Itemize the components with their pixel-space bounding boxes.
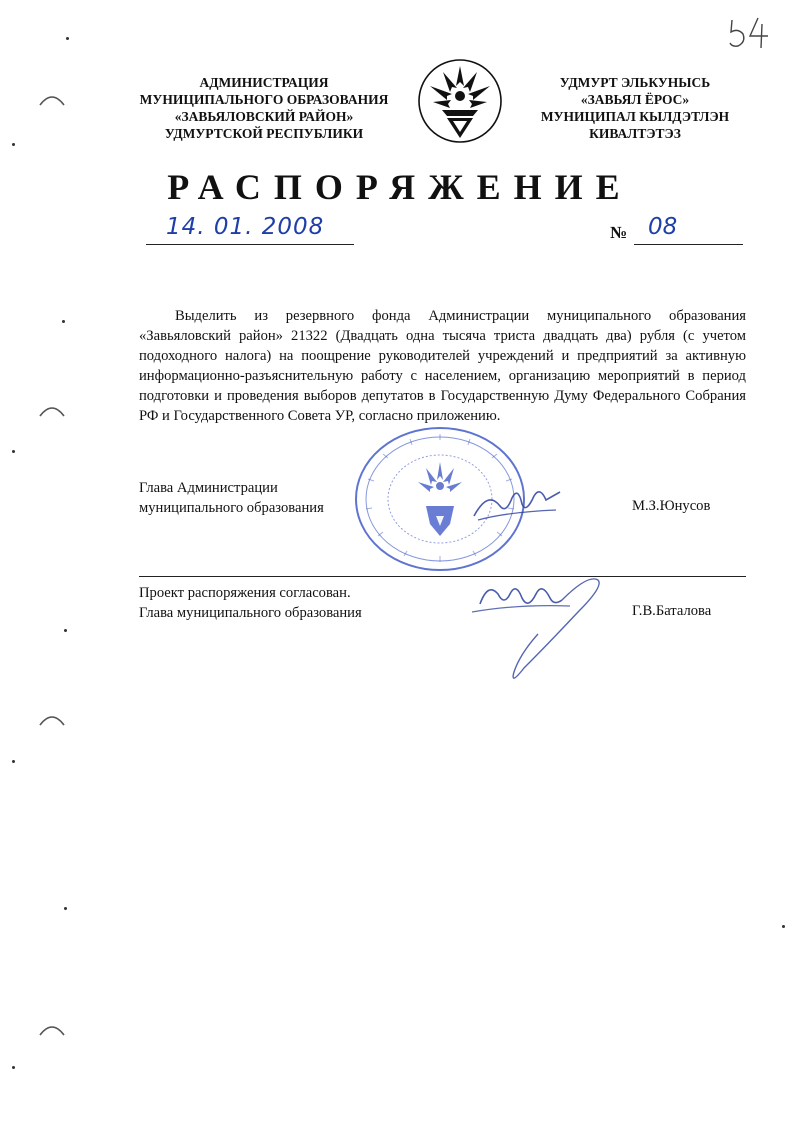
municipal-coat-of-arms-icon [417, 58, 503, 144]
signatory-title-line-2: муниципального образования [139, 500, 324, 516]
scan-dot [782, 925, 785, 928]
number-label: № [610, 223, 628, 242]
section-divider [139, 576, 746, 577]
date-handwritten: 14. 01. 2008 [166, 214, 325, 240]
handwritten-signature-icon [468, 476, 568, 528]
punch-hole-mark-icon [38, 92, 66, 106]
approval-signer-name: Г.В.Баталова [632, 603, 712, 619]
body-text [139, 306, 746, 426]
header-left-line-1: АДМИНИСТРАЦИЯ [199, 75, 329, 90]
number-handwritten: 08 [648, 214, 678, 240]
scan-dot [62, 320, 65, 323]
scan-dot [12, 1066, 15, 1069]
handwritten-page-number-icon [728, 12, 776, 52]
approval-line-1: Проект распоряжения согласован. [139, 585, 351, 601]
scan-dot [12, 760, 15, 763]
header-right-line-3: МУНИЦИПАЛ КЫЛДЭТЛЭН [540, 109, 730, 124]
header-left-block [128, 74, 400, 142]
signatory-name: М.З.Юнусов [632, 498, 711, 514]
date-field [146, 214, 354, 245]
page-number [728, 12, 776, 52]
body-paragraph: Выделить из резервного фонда Администрации муниципального образования «Завьяловский район» 21322 (Двадцать одна тысяча триста двадцать два) рубля (с учетом подоходного налога) на поощрение руководителей учреждений и предприятий за активную информационно-разъяснительную работу с населением, организацию мероприятий в период подготовки и проведения выборов депутатов в Государственную Думу Федерального Собрания РФ и Государственного Совета УР, согласно приложению. [139, 308, 746, 424]
handwritten-signature-icon [458, 564, 608, 694]
document-title: РАСПОРЯЖЕНИЕ [167, 167, 633, 207]
scan-dot [66, 37, 69, 40]
scan-dot [64, 629, 67, 632]
scan-dot [12, 143, 15, 146]
header-right-line-4: КИВАЛТЭТЭЗ [589, 126, 681, 141]
header-left-line-3: «ЗАВЬЯЛОВСКИЙ РАЙОН» [174, 109, 354, 124]
number-field [634, 214, 743, 245]
header-right-line-2: «ЗАВЬЯЛ ЁРОС» [580, 92, 690, 107]
scan-dot [64, 907, 67, 910]
signatory-title-line-1: Глава Администрации [139, 480, 278, 496]
punch-hole-mark-icon [38, 1022, 66, 1036]
scan-dot [12, 450, 15, 453]
punch-hole-mark-icon [38, 712, 66, 726]
header-left-line-4: УДМУРТСКОЙ РЕСПУБЛИКИ [164, 126, 364, 141]
approval-line-2: Глава муниципального образования [139, 605, 362, 621]
header-left-line-2: МУНИЦИПАЛЬНОГО ОБРАЗОВАНИЯ [139, 92, 389, 107]
header-right-line-1: УДМУРТ ЭЛЬКУНЫСЬ [559, 75, 711, 90]
punch-hole-mark-icon [38, 403, 66, 417]
header-right-block [522, 74, 748, 142]
